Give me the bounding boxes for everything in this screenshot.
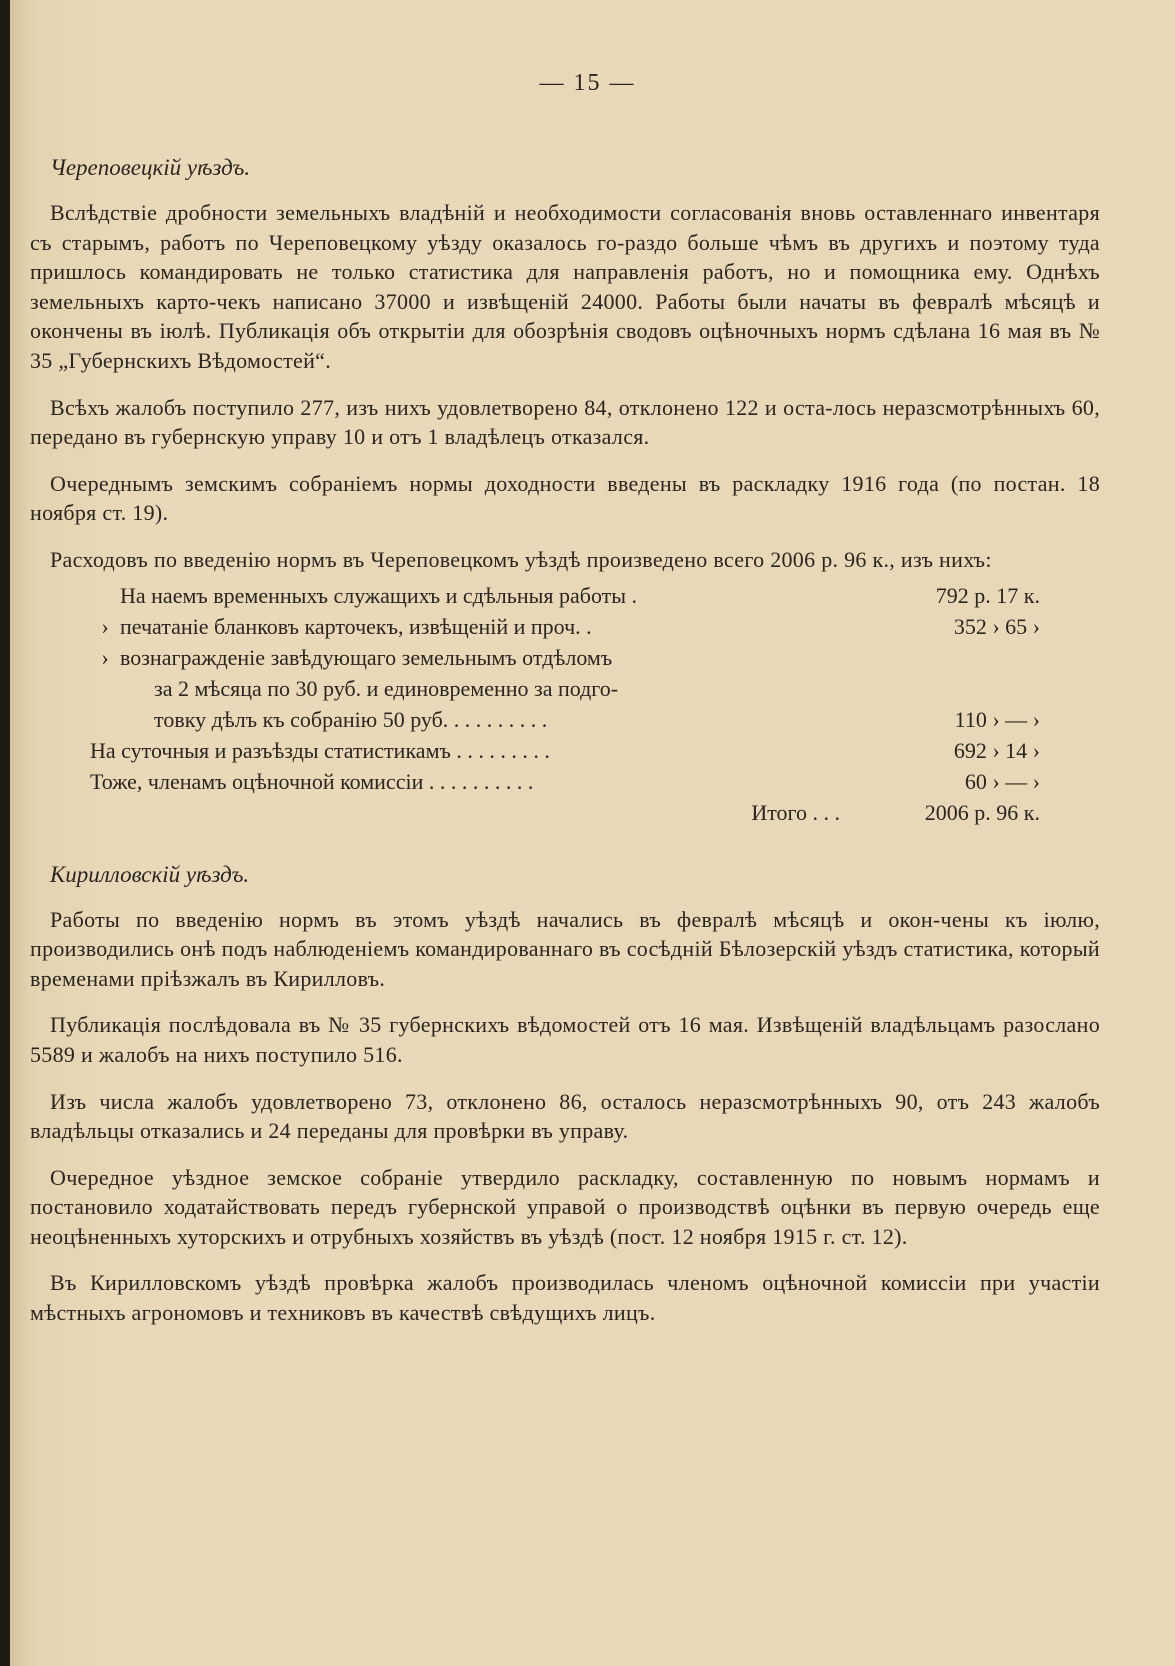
expense-label: Тоже, членамъ оцѣночной комиссіи . . . . . . . . . . — [90, 768, 534, 794]
expense-label: вознагражденіе завѣдующаго земельнымъ отдѣломъ — [120, 644, 613, 670]
expense-label: На наемъ временныхъ служащихъ и сдѣльныя работы . — [120, 582, 638, 608]
expense-label: товку дѣлъ къ собранію 50 руб. . . . . . . . . . — [154, 706, 548, 732]
binding-edge — [0, 0, 10, 1666]
expense-amount — [840, 645, 1040, 676]
expense-amount: 792 р. 17 к. — [935, 582, 1040, 608]
total-amount: 2006 р. 96 к. — [924, 799, 1040, 825]
expense-amount: 352 › 65 › — [953, 613, 1040, 639]
expense-amount: 692 › 14 › — [953, 737, 1040, 763]
expense-label: печатаніе бланковъ карточекъ, извѣщеній и проч. . — [120, 613, 592, 639]
expense-label: На суточныя и разъѣзды статистикамъ . . . . . . . . . — [90, 737, 550, 763]
expense-row: › печатаніе бланковъ карточекъ, извѣщеній и проч. . 352 › 65 › — [90, 614, 1040, 645]
expense-row: › вознагражденіе завѣдующаго земельнымъ отдѣломъ — [90, 645, 1040, 676]
paragraph: Всѣхъ жалобъ поступило 277, изъ нихъ удовлетворено 84, отклонено 122 и оста-лось неразсмотрѣнныхъ 60, передано въ губернскую управу 10 и отъ 1 владѣлецъ отказался. — [30, 394, 1100, 450]
expense-total-row — [90, 800, 1040, 831]
expense-row — [90, 707, 1040, 738]
page-content — [30, 150, 1100, 1345]
expense-row — [90, 769, 1040, 800]
paragraph: Вслѣдствіе дробности земельныхъ владѣній и необходимости согласованія вновь оставленнаго инвентаря съ старымъ, работъ по Череповецкому уѣзду оказалось го-раздо больше чѣмъ въ другихъ и поэтому туда пришлось командировать не только статистика для направленія работъ, но и помощника ему. Однѣхъ земельныхъ карто-чекъ написано 37000 и извѣщеній 24000. Работы были начаты въ февралѣ мѣсяцѣ и окончены въ іюлѣ. Публикація объ открытіи для обозрѣнія сводовъ оцѣночныхъ нормъ сдѣлана 16 мая въ № 35 „Губернскихъ Вѣдомостей“. — [30, 200, 1100, 373]
paragraph: Работы по введенію нормъ въ этомъ уѣздѣ начались въ февралѣ мѣсяцѣ и окон-чены къ іюлю, производились онѣ подъ наблюденіемъ командированнаго въ сосѣдній Бѣлозерскій уѣздъ статистика, который временами пріѣзжалъ въ Кирилловъ. — [30, 906, 1100, 991]
paragraph: Изъ числа жалобъ удовлетворено 73, отклонено 86, осталось неразсмотрѣнныхъ 90, отъ 243 жалобъ владѣльцы отказались и 24 переданы для провѣрки въ управу. — [30, 1088, 1100, 1144]
expense-row — [90, 676, 1040, 707]
paragraph: Расходовъ по введенію нормъ въ Череповецкомъ уѣздѣ произведено всего 2006 р. 96 к., изъ нихъ: — [50, 546, 992, 572]
expense-amount — [840, 676, 1040, 707]
expenses-table — [90, 583, 1040, 831]
paragraph: Въ Кирилловскомъ уѣздѣ провѣрка жалобъ производилась членомъ оцѣночной комиссіи при участіи мѣстныхъ агрономовъ и техниковъ въ качествѣ свѣдущихъ лицъ. — [30, 1270, 1100, 1326]
expense-amount: 110 › — › — [954, 706, 1040, 732]
expense-row — [90, 738, 1040, 769]
total-label: Итого . . . — [751, 799, 840, 825]
paragraph: Публикація послѣдовала въ № 35 губернскихъ вѣдомостей отъ 16 мая. Извѣщеній владѣльцамъ разослано 5589 и жалобъ на нихъ поступило 516. — [30, 1012, 1100, 1067]
paragraph: Очереднымъ земскимъ собраніемъ нормы доходности введены въ раскладку 1916 года (по постан. 18 ноября ст. 19). — [30, 470, 1100, 526]
expense-label: за 2 мѣсяца по 30 руб. и единовременно за подго- — [154, 675, 619, 701]
section-heading-kirillov: Кирилловскій уѣздъ. — [50, 861, 250, 887]
paragraph: Очередное уѣздное земское собраніе утвердило раскладку, составленную по новымъ нормамъ и постановило ходатайствовать передъ губернской управой о производствѣ оцѣнки въ первую очередь еще неоцѣненныхъ хуторскихъ и отрубныхъ хозяйствъ въ уѣздѣ (пост. 12 ноября 1915 г. ст. 12). — [30, 1164, 1100, 1249]
expense-amount: 60 › — › — [964, 768, 1040, 794]
expense-row — [90, 583, 1040, 614]
page-number: — 15 — — [539, 70, 636, 96]
section-heading-cherepovets: Череповецкій уѣздъ. — [50, 155, 251, 180]
